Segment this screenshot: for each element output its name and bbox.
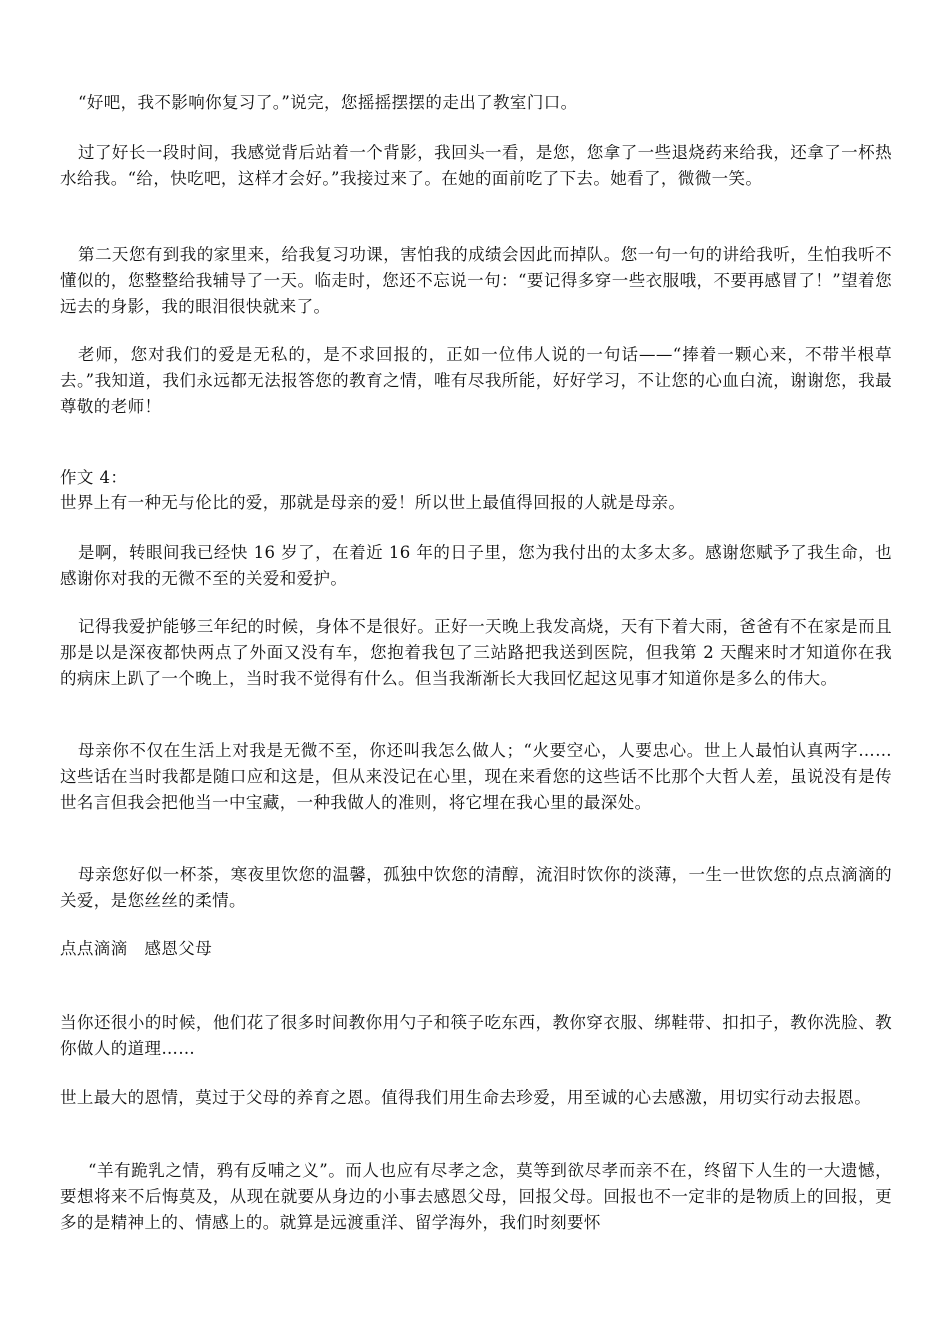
paragraph-8: 母亲你不仅在生活上对我是无微不至，你还叫我怎么做人；“火要空心，人要忠心。世上人最怕认真两字……这些话在当时我都是随口应和这是，但从来没记在心里，现在来看您的这些话不比那个大哲人差，虽说没有是传世名言但我会把他当一中宝藏，一种我做人的准则，将它埋在我心里的最深处。 xyxy=(60,741,892,812)
paragraph-9: 母亲您好似一杯茶，寒夜里饮您的温馨，孤独中饮您的清醇，流泪时饮你的淡薄，一生一世饮您的点点滴滴的关爱，是您丝丝的柔情。 xyxy=(60,865,892,910)
section-heading-essay-4: 作文 4： xyxy=(60,468,128,487)
paragraph-5: 世界上有一种无与伦比的爱，那就是母亲的爱！所以世上最值得回报的人就是母亲。 xyxy=(60,493,686,512)
paragraph-7: 记得我爱护能够三年纪的时候，身体不是很好。正好一天晚上我发高烧，天有下着大雨，爸爸有不在家是而且那是以是深夜都快两点了外面又没有车，您抱着我包了三站路把我送到医院，但我第 2 天醒来时才知道你在我的病床上趴了一个晚上，当时我不觉得有什么。但当我渐渐长大我回忆起这见事才知道你是多么的伟大。 xyxy=(60,617,892,688)
section-title: 点点滴滴 感恩父母 xyxy=(60,939,213,958)
paragraph-11: 世上最大的恩情，莫过于父母的养育之恩。值得我们用生命去珍爱，用至诚的心去感激，用切实行动去报恩。 xyxy=(60,1088,872,1107)
paragraph-3: 第二天您有到我的家里来，给我复习功课，害怕我的成绩会因此而掉队。您一句一句的讲给我听，生怕我听不懂似的，您整整给我辅导了一天。临走时，您还不忘说一句：“要记得多穿一些衣服哦，不要再感冒了！”望着您远去的身影，我的眼泪很快就来了。 xyxy=(60,245,892,316)
paragraph-4: 老师，您对我们的爱是无私的，是不求回报的，正如一位伟人说的一句话——“捧着一颗心来，不带半根草去。”我知道，我们永远都无法报答您的教育之情，唯有尽我所能，好好学习，不让您的心血白流，谢谢您，我最尊敬的老师！ xyxy=(60,345,892,416)
paragraph-12: “羊有跪乳之情，鸦有反哺之义”。而人也应有尽孝之念，莫等到欲尽孝而亲不在，终留下人生的一大遗憾，要想将来不后悔莫及，从现在就要从身边的小事去感恩父母，回报父母。回报也不一定非的是物质上的回报，更多的是精神上的、情感上的。就算是远渡重洋、留学海外，我们时刻要怀 xyxy=(60,1161,892,1232)
paragraph-2: 过了好长一段时间，我感觉背后站着一个背影，我回头一看，是您，您拿了一些退烧药来给我，还拿了一杯热水给我。“给，快吃吧，这样才会好。”我接过来了。在她的面前吃了下去。她看了，微微一笑。 xyxy=(60,143,892,188)
paragraph-1: “好吧，我不影响你复习了。”说完，您摇摇摆摆的走出了教室门口。 xyxy=(78,93,578,112)
paragraph-10: 当你还很小的时候，他们花了很多时间教你用勺子和筷子吃东西，教你穿衣服、绑鞋带、扣扣子，教你洗脸、教你做人的道理…… xyxy=(60,1013,892,1058)
paragraph-6: 是啊，转眼间我已经快 16 岁了，在着近 16 年的日子里，您为我付出的太多太多。感谢您赋予了我生命，也感谢你对我的无微不至的关爱和爱护。 xyxy=(60,543,892,588)
